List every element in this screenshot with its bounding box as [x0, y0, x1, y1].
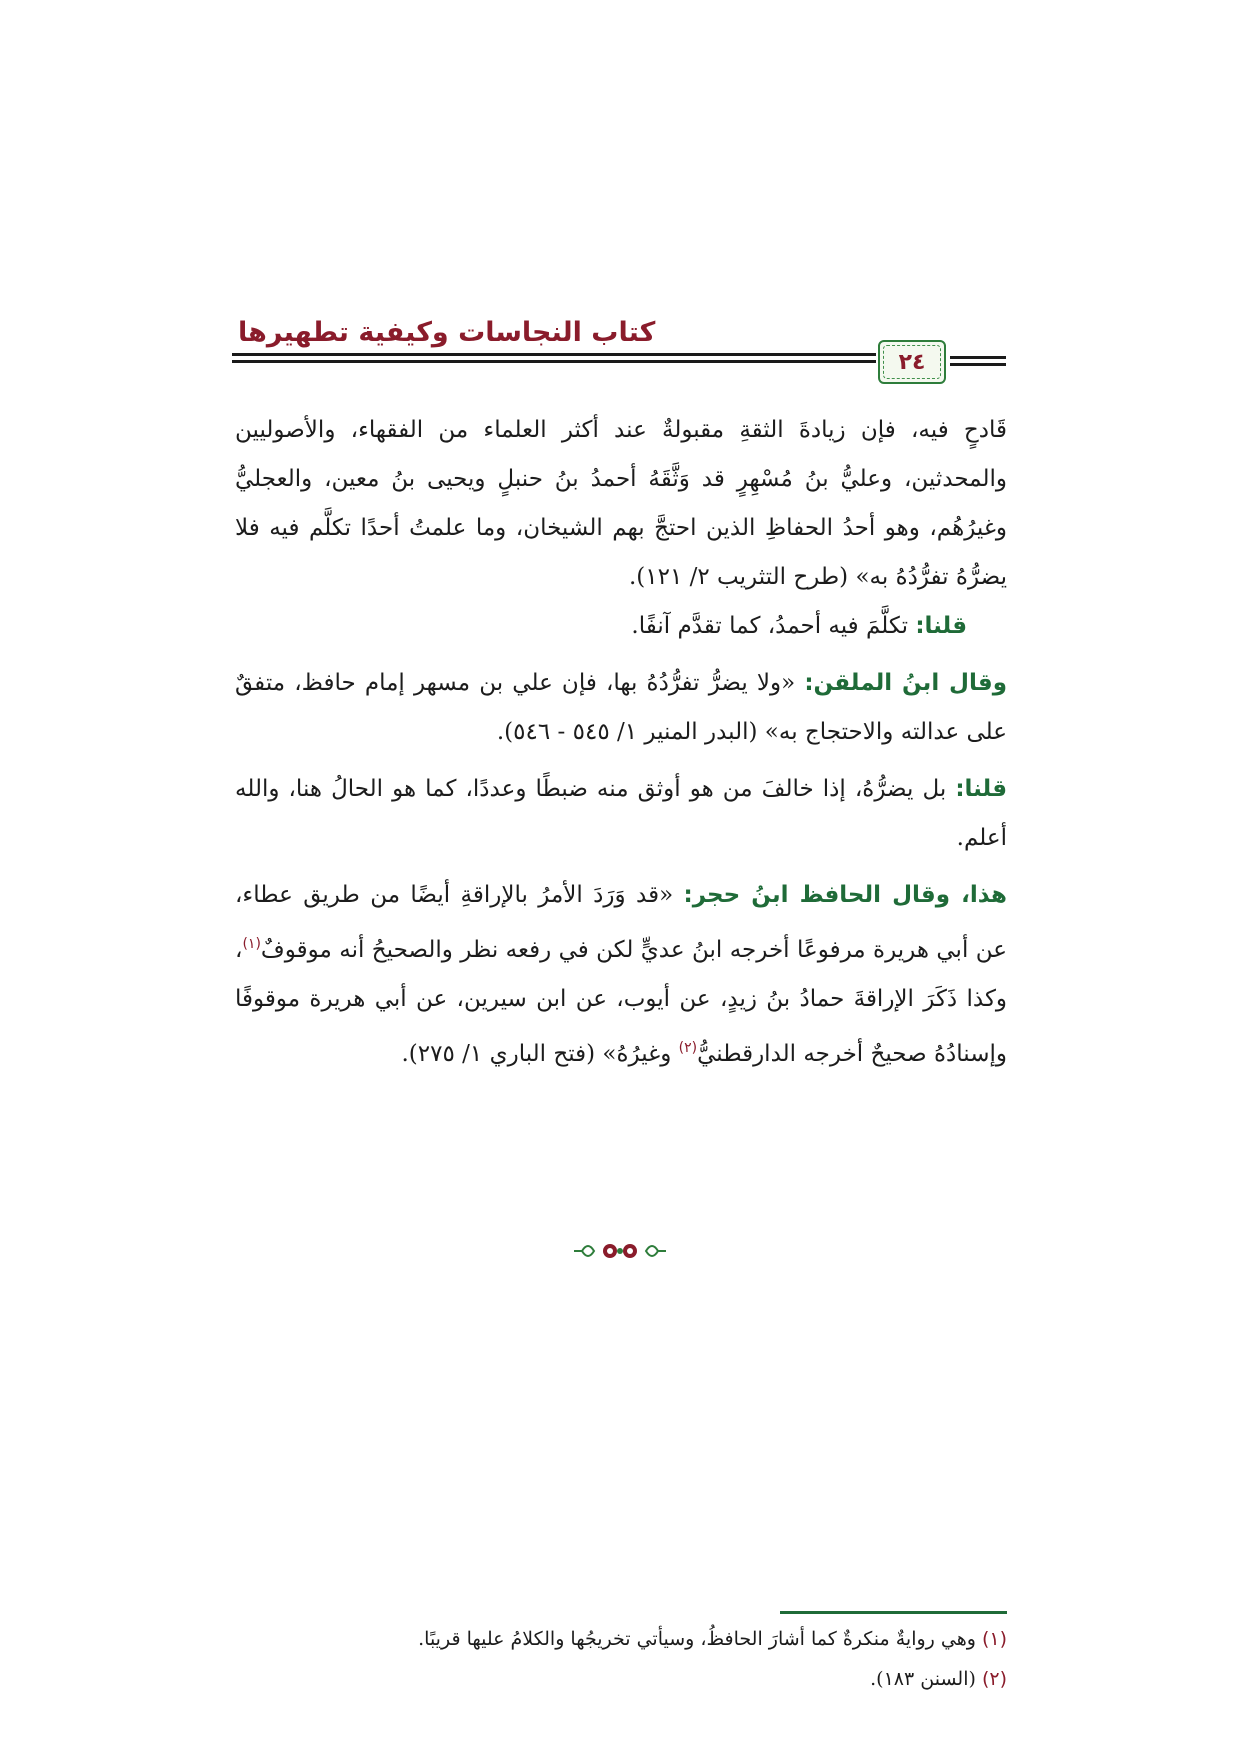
footnote-2-text: (السنن ١٨٣).	[870, 1668, 982, 1690]
paragraph-4-text: بل يضرُّهُ، إذا خالفَ من هو أوثق منه ضبطًا وعددًا، كما هو الحالُ هنا، والله أعلم.	[235, 776, 1007, 851]
paragraph-4-lead: قلنا:	[955, 776, 1007, 802]
header-rule-right-top	[950, 356, 1006, 359]
paragraph-2-text: تكلَّمَ فيه أحمدُ، كما تقدَّم آنفًا.	[631, 613, 916, 639]
footnote-1	[235, 1619, 1007, 1659]
page-number: ٢٤	[898, 349, 926, 375]
paragraph-2-lead: قلنا:	[915, 613, 967, 639]
paragraph-2	[235, 602, 1007, 651]
paragraph-5-text-c: وغيرُهُ» (فتح الباري ١/ ٢٧٥).	[401, 1041, 679, 1067]
footnotes	[235, 1619, 1007, 1699]
paragraph-5-lead: هذا، وقال الحافظ ابنُ حجر:	[683, 882, 1007, 908]
footnote-ref-2[interactable]: (٢)	[678, 1040, 698, 1056]
page-title: كتاب النجاسات وكيفية تطهيرها	[238, 317, 656, 348]
paragraph-5	[235, 871, 1007, 1079]
header-rule-top	[232, 353, 876, 356]
footnote-1-text: وهي روايةٌ منكرةٌ كما أشارَ الحافظُ، وسيأتي تخريجُها والكلامُ عليها قريبًا.	[418, 1628, 982, 1650]
paragraph-3-text: «ولا يضرُّ تفرُّدُهُ بها، فإن علي بن مسهر إمام حافظ، متفقٌ على عدالته والاحتجاج به» (البدر المنير ١/ ٥٤٥ - ٥٤٦).	[235, 670, 1007, 745]
paragraph-5-text-b: ، وكذا ذَكَرَ الإراقةَ حمادُ بنُ زيدٍ، عن أيوب، عن ابن سيرين، عن أبي هريرة موقوفًا وإسنادُهُ صحيحٌ أخرجه الدارقطنيُّ	[235, 937, 1007, 1067]
footnote-2-number: (٢)	[981, 1668, 1007, 1690]
main-text	[235, 406, 1007, 1079]
section-ornament-icon	[572, 1236, 668, 1266]
footnote-separator	[780, 1611, 1007, 1614]
paragraph-1	[235, 406, 1007, 602]
header-rule-bottom	[232, 360, 876, 363]
footnote-2	[235, 1659, 1007, 1699]
header-rule-right-bottom	[950, 363, 1006, 366]
paragraph-5-text-a: «قد وَرَدَ الأمرُ بالإراقةِ أيضًا من طريق عطاء، عن أبي هريرة مرفوعًا أخرجه ابنُ عديٍّ لكن في رفعه نظر والصحيحُ أنه موقوفٌ	[235, 882, 1007, 963]
footnote-1-number: (١)	[981, 1628, 1007, 1650]
footnote-ref-1[interactable]: (١)	[242, 936, 261, 952]
paragraph-3	[235, 659, 1007, 757]
paragraph-4	[235, 765, 1007, 863]
paragraph-1-text: قَادحٍ فيه، فإن زيادةَ الثقةِ مقبولةٌ عند أكثر العلماء من الفقهاء، والأصوليين والمحدثين، وعليُّ بنُ مُسْهِرٍ قد وَثَّقَهُ أحمدُ بنُ حنبلٍ ويحيى بنُ معين، والعجليُّ وغيرُهُم، وهو أحدُ الحفاظِ الذين احتجَّ بهم الشيخان، وما علمتُ أحدًا تكلَّم فيه فلا يضرُّهُ تفرُّدُهُ به» (طرح التثريب ٢/ ١٢١).	[235, 417, 1007, 590]
page-number-badge	[878, 340, 946, 384]
paragraph-3-lead: وقال ابنُ الملقن:	[804, 670, 1007, 696]
